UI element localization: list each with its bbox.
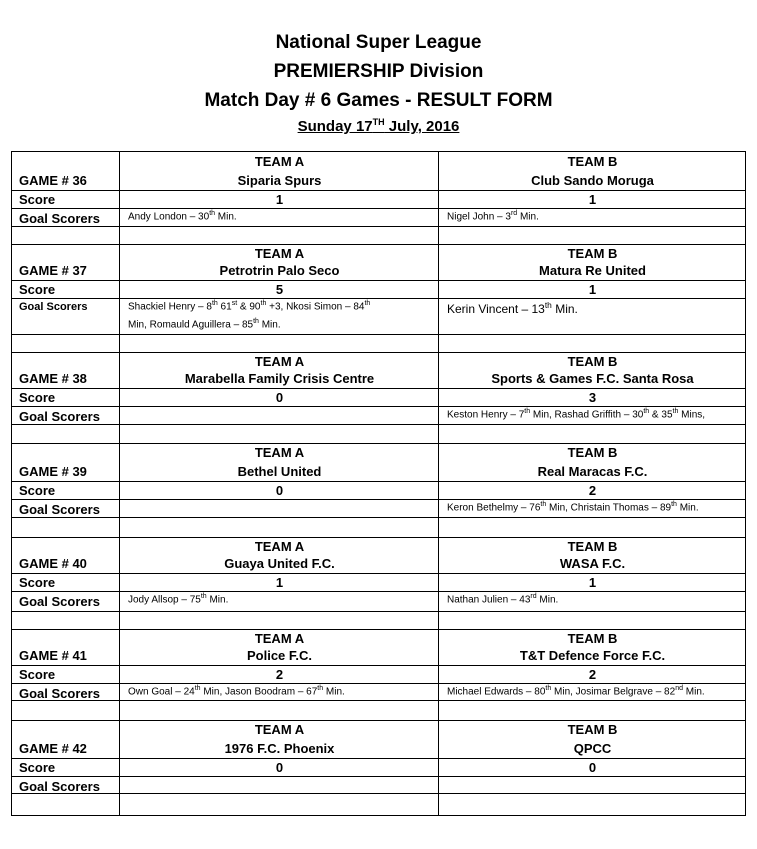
form-title: Match Day # 6 Games - RESULT FORM <box>204 90 553 111</box>
team-b-scorers: Nigel John – 3rd Min. <box>447 210 539 223</box>
results-table <box>11 151 746 816</box>
game-number: GAME # 42 <box>19 741 87 756</box>
team-a-name: 1976 F.C. Phoenix <box>224 741 335 756</box>
team-b-name: Real Maracas F.C. <box>537 464 648 479</box>
team-a-score: 1 <box>275 192 284 207</box>
team-a-heading: TEAM A <box>254 445 305 460</box>
team-a-score: 2 <box>275 667 284 682</box>
ordinal-suffix: th <box>544 300 552 310</box>
team-b-heading: TEAM B <box>567 722 618 737</box>
team-a-scorers: Own Goal – 24th Min, Jason Boodram – 67th Min. <box>128 685 345 698</box>
team-b-score: 2 <box>588 483 597 498</box>
team-b-scorers: Nathan Julien – 43rd Min. <box>447 593 559 606</box>
ordinal-suffix: rd <box>530 593 537 600</box>
row-divider <box>12 517 745 518</box>
team-b-scorers: Kerin Vincent – 13th Min. <box>447 300 578 316</box>
goal-scorers-label: Goal Scorers <box>19 686 100 701</box>
row-divider <box>12 424 745 425</box>
ordinal-suffix: th <box>672 408 679 415</box>
team-b-name: WASA F.C. <box>559 556 626 571</box>
row-divider <box>12 298 745 299</box>
date-month-year: July, 2016 <box>384 118 460 135</box>
row-divider <box>12 190 745 191</box>
score-label: Score <box>19 483 56 498</box>
ordinal-suffix: th <box>211 300 218 307</box>
team-b-heading: TEAM B <box>567 539 618 554</box>
team-b-name: Sports & Games F.C. Santa Rosa <box>491 371 694 386</box>
row-divider <box>12 591 745 592</box>
row-divider <box>12 700 745 701</box>
ordinal-suffix: th <box>200 593 207 600</box>
score-label: Score <box>19 282 56 297</box>
team-a-heading: TEAM A <box>254 354 305 369</box>
division-title: PREMIERSHIP Division <box>273 61 484 82</box>
game-number: GAME # 39 <box>19 464 87 479</box>
team-a-scorers-continued: Min, Romauld Aguillera – 85th Min. <box>128 318 281 331</box>
row-divider <box>12 793 745 794</box>
row-divider <box>12 665 745 666</box>
team-a-score: 0 <box>275 760 284 775</box>
team-a-heading: TEAM A <box>254 246 305 261</box>
block-divider <box>12 244 745 245</box>
row-divider <box>12 611 745 612</box>
team-b-scorers: Keston Henry – 7th Min, Rashad Griffith – 30th & 35th Mins, <box>447 408 706 421</box>
date-day: Sunday 17 <box>297 118 373 135</box>
row-divider <box>12 388 745 389</box>
team-a-name: Guaya United F.C. <box>224 556 335 571</box>
goal-scorers-label: Goal Scorers <box>19 301 88 313</box>
row-divider <box>12 208 745 209</box>
goal-scorers-label: Goal Scorers <box>19 502 100 517</box>
team-a-scorers: Andy London – 30th Min. <box>128 210 237 223</box>
team-a-heading: TEAM A <box>254 539 305 554</box>
team-b-heading: TEAM B <box>567 246 618 261</box>
game-number: GAME # 40 <box>19 556 87 571</box>
block-divider <box>12 537 745 538</box>
row-divider <box>12 758 745 759</box>
block-divider <box>12 629 745 630</box>
team-b-score: 1 <box>588 282 597 297</box>
row-divider <box>12 481 745 482</box>
score-label: Score <box>19 760 56 775</box>
ordinal-suffix: th <box>364 300 371 307</box>
game-number: GAME # 37 <box>19 263 87 278</box>
block-divider <box>12 352 745 353</box>
team-b-scorers: Keron Bethelmy – 76th Min, Christain Thomas – 89th Min. <box>447 501 699 514</box>
team-a-score: 5 <box>275 282 284 297</box>
game-number: GAME # 41 <box>19 648 87 663</box>
ordinal-suffix: th <box>540 501 547 508</box>
team-b-name: Matura Re United <box>539 263 646 278</box>
team-a-score: 1 <box>275 575 284 590</box>
goal-scorers-label: Goal Scorers <box>19 211 100 226</box>
row-divider <box>12 334 745 335</box>
goal-scorers-label: Goal Scorers <box>19 594 100 609</box>
ordinal-suffix: th <box>545 685 552 692</box>
team-a-name: Police F.C. <box>246 648 313 663</box>
date-suffix: TH <box>372 117 385 127</box>
goal-scorers-label: Goal Scorers <box>19 779 100 794</box>
game-number: GAME # 36 <box>19 173 87 188</box>
team-a-score: 0 <box>275 483 284 498</box>
ordinal-suffix: th <box>260 300 267 307</box>
score-label: Score <box>19 192 56 207</box>
ordinal-suffix: nd <box>675 685 683 692</box>
ordinal-suffix: th <box>671 501 677 508</box>
ordinal-suffix: th <box>524 408 531 415</box>
ordinal-suffix: th <box>317 685 324 692</box>
block-divider <box>12 443 745 444</box>
team-a-heading: TEAM A <box>254 154 305 169</box>
team-b-name: T&T Defence Force F.C. <box>519 648 666 663</box>
team-b-scorers: Michael Edwards – 80th Min, Josimar Belgrave – 82nd Min. <box>447 685 705 698</box>
ordinal-suffix: th <box>194 685 201 692</box>
team-a-name: Marabella Family Crisis Centre <box>184 371 375 386</box>
team-b-name: Club Sando Moruga <box>531 173 654 188</box>
ordinal-suffix: th <box>643 408 650 415</box>
team-b-name: QPCC <box>573 741 612 756</box>
goal-scorers-label: Goal Scorers <box>19 409 100 424</box>
row-divider <box>12 280 745 281</box>
league-title: National Super League <box>275 32 482 53</box>
team-b-heading: TEAM B <box>567 154 618 169</box>
team-a-scorers: Jody Allsop – 75th Min. <box>128 593 229 606</box>
ordinal-suffix: rd <box>510 210 518 217</box>
game-number: GAME # 38 <box>19 371 87 386</box>
match-date <box>0 117 757 135</box>
team-a-score: 0 <box>275 390 284 405</box>
team-b-score: 0 <box>588 760 597 775</box>
ordinal-suffix: th <box>253 318 259 325</box>
block-divider <box>12 720 745 721</box>
team-a-name: Siparia Spurs <box>237 173 322 188</box>
score-label: Score <box>19 667 56 682</box>
team-a-scorers: Shackiel Henry – 8th 61st & 90th +3, Nkosi Simon – 84th <box>128 300 371 313</box>
team-b-score: 1 <box>588 575 597 590</box>
team-b-score: 2 <box>588 667 597 682</box>
team-a-name: Petrotrin Palo Seco <box>219 263 340 278</box>
team-b-score: 1 <box>588 192 597 207</box>
team-a-heading: TEAM A <box>254 631 305 646</box>
team-b-heading: TEAM B <box>567 631 618 646</box>
row-divider <box>12 776 745 777</box>
team-a-heading: TEAM A <box>254 722 305 737</box>
team-b-heading: TEAM B <box>567 445 618 460</box>
row-divider <box>12 499 745 500</box>
row-divider <box>12 683 745 684</box>
team-a-name: Bethel United <box>237 464 322 479</box>
row-divider <box>12 226 745 227</box>
team-b-score: 3 <box>588 390 597 405</box>
score-label: Score <box>19 575 56 590</box>
row-divider <box>12 406 745 407</box>
score-label: Score <box>19 390 56 405</box>
ordinal-suffix: th <box>209 210 216 217</box>
ordinal-suffix: st <box>231 300 238 307</box>
team-b-heading: TEAM B <box>567 354 618 369</box>
row-divider <box>12 573 745 574</box>
